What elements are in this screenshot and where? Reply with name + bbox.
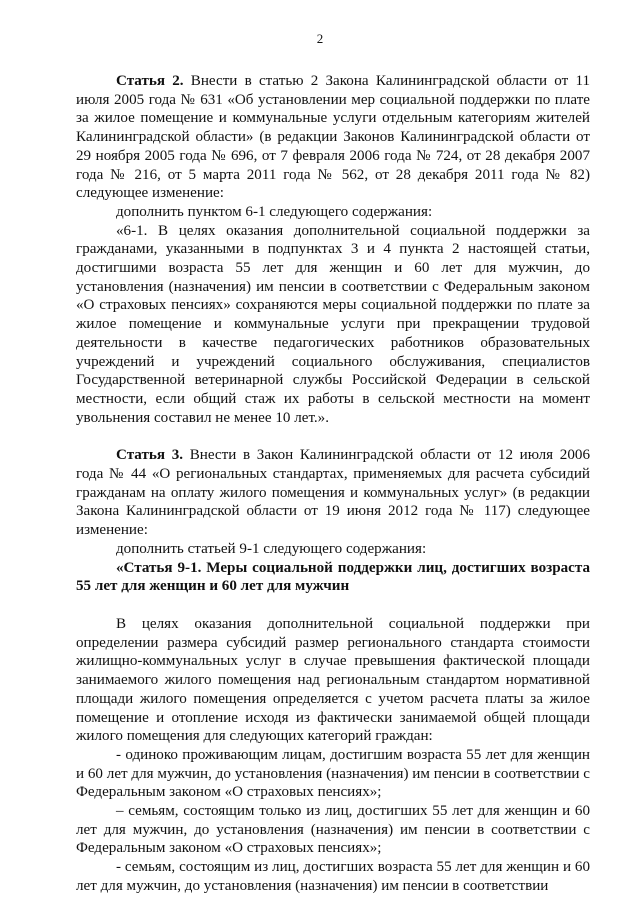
list-item: - семьям, состоящим из лиц, достигших возраста 55 лет для женщин и 60 лет для мужчин, до установления (назначения) им пенсии в соответствии [76,859,590,894]
article-2-label: Статья 2. [116,73,184,89]
new-article-title: «Статья 9-1. Меры социальной поддержки лиц, достигших возраста 55 лет для женщин и 60 лет для мужчин [76,559,590,595]
list-item: - одиноко проживающим лицам, достигшим возраста 55 лет для женщин и 60 лет для мужчин, до установления (назначения) им пенсии в соответствии с Федеральным законом «О страховых пенсиях»; [76,746,590,801]
article-2-instruction: дополнить пунктом 6-1 следующего содержания: [116,203,433,220]
article-2-paragraph [76,72,590,203]
article-3-instruction: дополнить статьей 9-1 следующего содержания: [116,540,427,557]
document-body [76,72,590,896]
article-3-paragraph [76,446,590,540]
article-2-intro: Внести в статью 2 Закона Калининградской области от 11 июля 2005 года № 631 «Об установлении мер социальной поддержки по плате за жилое помещение и коммунальные услуги отдельным категориям жителей Калининградской области» (в редакции Законов Калининградской области от 29 ноября 2005 года № 696, от 7 февраля 2006 года № 724, от 28 декабря 2007 года № 216, от 5 марта 2011 года № 562, от 28 декабря 2011 года № 82) следующее изменение: [76,73,590,202]
paragraph-gap [76,427,590,446]
page-number: 2 [316,31,324,46]
article-3-intro: Внести в Закон Калининградской области от 12 июля 2006 года № 44 «О региональных стандартах, применяемых для расчета субсидий гражданам на оплату жилого помещения и коммунальных услуг» (в редакции Закона Калининградской области от 19 июня 2012 года № 117) следующее изменение: [76,447,590,539]
article-2-clause: «6-1. В целях оказания дополнительной социальной поддержки за гражданами, указанными в подпунктах 3 и 4 пункта 2 настоящей статьи, достигшими возраста 55 лет для женщин и 60 лет для мужчин, до установления (назначения) им пенсии в соответствии с Федеральным законом «О страховых пенсиях» сохраняются меры социальной поддержки по плате за жилое помещение и коммунальные услуги при прекращении трудовой деятельности в качестве педагогических работников образовательных учреждений и учреждений социального обслуживания, специалистов Государственной ветеринарной службы Российской Федерации в сельской местности, если общий стаж их работы в сельской местности на момент увольнения составил не менее 10 лет.». [76,222,590,426]
article-3-label: Статья 3. [116,447,184,464]
list-item: – семьям, состоящим только из лиц, достигших 55 лет для женщин и 60 лет для мужчин, до установления (назначения) им пенсии в соответствии с Федеральным законом «О страховых пенсиях»; [76,803,590,857]
new-article-text: В целях оказания дополнительной социальной поддержки при определении размера субсидий размер регионального стандарта стоимости жилищно-коммунальных услуг в случае превышения фактической площади занимаемого жилого помещения над региональным стандартом нормативной площади жилого помещения определяется с учетом расчета платы за жилое помещение и отопление исходя из фактически занимаемой общей площади жилого помещения для следующих категорий граждан: [76,615,590,745]
paragraph-gap [76,596,590,615]
